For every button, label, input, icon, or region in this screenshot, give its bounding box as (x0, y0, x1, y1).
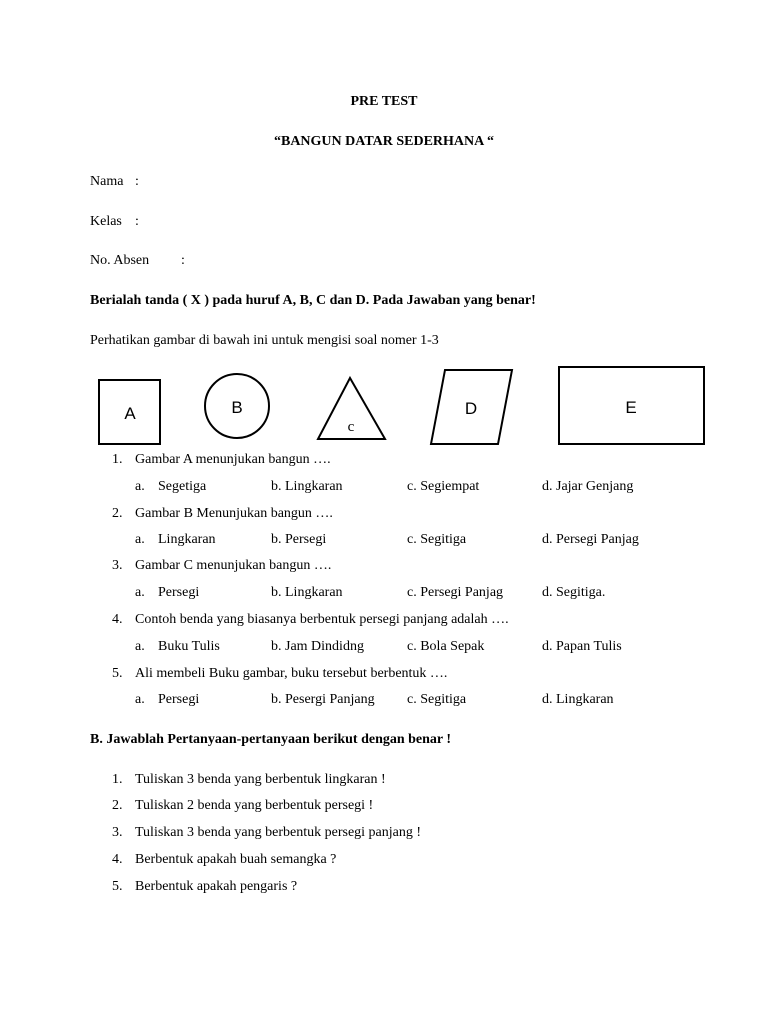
shapes-figure (0, 360, 768, 452)
option-a-letter: a. (135, 532, 145, 547)
option-a: Persegi (158, 585, 200, 600)
shape-label-a: A (124, 404, 136, 423)
option-b: b. Persegi (271, 532, 327, 547)
option-d: d. Jajar Genjang (542, 479, 634, 494)
essay-question: Tuliskan 3 benda yang berbentuk persegi panjang ! (135, 825, 422, 840)
option-d: d. Papan Tulis (542, 639, 622, 654)
option-c: c. Segiempat (407, 479, 480, 494)
option-c: c. Segitiga (407, 692, 467, 707)
option-b: b. Lingkaran (271, 585, 343, 600)
page-subtitle: “BANGUN DATAR SEDERHANA “ (273, 134, 494, 149)
essay-question: Tuliskan 3 benda yang berbentuk lingkaran ! (135, 772, 386, 787)
option-c: c. Bola Sepak (407, 639, 485, 654)
option-c: c. Segitiga (407, 532, 467, 547)
page-title: PRE TEST (350, 94, 418, 109)
option-d: d. Segitiga. (542, 585, 606, 600)
shape-label-d: D (464, 399, 478, 418)
essay-question: Tuliskan 2 benda yang berbentuk persegi ! (135, 798, 374, 813)
field-kelas-label: Kelas (90, 214, 122, 229)
option-b: b. Pesergi Panjang (271, 692, 375, 707)
question-text: Gambar A menunjukan bangun …. (135, 452, 331, 467)
field-nama-colon: : (135, 174, 139, 189)
question-number: 2. (112, 506, 123, 521)
option-a-letter: a. (135, 479, 145, 494)
question-number: 4. (112, 612, 123, 627)
question-text: Contoh benda yang biasanya berbentuk persegi panjang adalah …. (135, 612, 509, 627)
option-d: d. Persegi Panjag (542, 532, 639, 547)
option-d: d. Lingkaran (542, 692, 614, 707)
field-kelas-colon: : (135, 214, 139, 229)
option-a: Persegi (158, 692, 200, 707)
option-a: Lingkaran (158, 532, 216, 547)
question-text: Gambar B Menunjukan bangun …. (135, 506, 333, 521)
option-a-letter: a. (135, 639, 145, 654)
essay-number: 2. (112, 798, 123, 813)
instruction-a: Berialah tanda ( X ) pada huruf A, B, C dan D. Pada Jawaban yang benar! (90, 293, 536, 308)
essay-number: 4. (112, 852, 123, 867)
essay-number: 5. (112, 879, 123, 894)
essay-number: 3. (112, 825, 123, 840)
option-a: Segetiga (158, 479, 207, 494)
essay-question: Berbentuk apakah buah semangka ? (135, 852, 337, 867)
option-b: b. Lingkaran (271, 479, 343, 494)
question-number: 1. (112, 452, 123, 467)
shape-label-c: c (347, 419, 355, 435)
note-text: Perhatikan gambar di bawah ini untuk mengisi soal nomer 1-3 (90, 333, 439, 348)
question-number: 3. (112, 558, 123, 573)
shape-label-e: E (625, 398, 637, 417)
field-nama-label: Nama (90, 174, 124, 189)
essay-number: 1. (112, 772, 123, 787)
option-a: Buku Tulis (158, 639, 220, 654)
instruction-b: B. Jawablah Pertanyaan-pertanyaan berikut dengan benar ! (90, 732, 452, 747)
option-b: b. Jam Dindidng (271, 639, 364, 654)
option-c: c. Persegi Panjag (407, 585, 504, 600)
field-absen-label: No. Absen (90, 253, 150, 268)
option-a-letter: a. (135, 692, 145, 707)
option-a-letter: a. (135, 585, 145, 600)
question-text: Gambar C menunjukan bangun …. (135, 558, 332, 573)
shape-label-b: B (231, 398, 243, 417)
question-text: Ali membeli Buku gambar, buku tersebut berbentuk …. (135, 666, 448, 681)
field-absen-colon: : (181, 253, 185, 268)
question-number: 5. (112, 666, 123, 681)
essay-question: Berbentuk apakah pengaris ? (135, 879, 298, 894)
